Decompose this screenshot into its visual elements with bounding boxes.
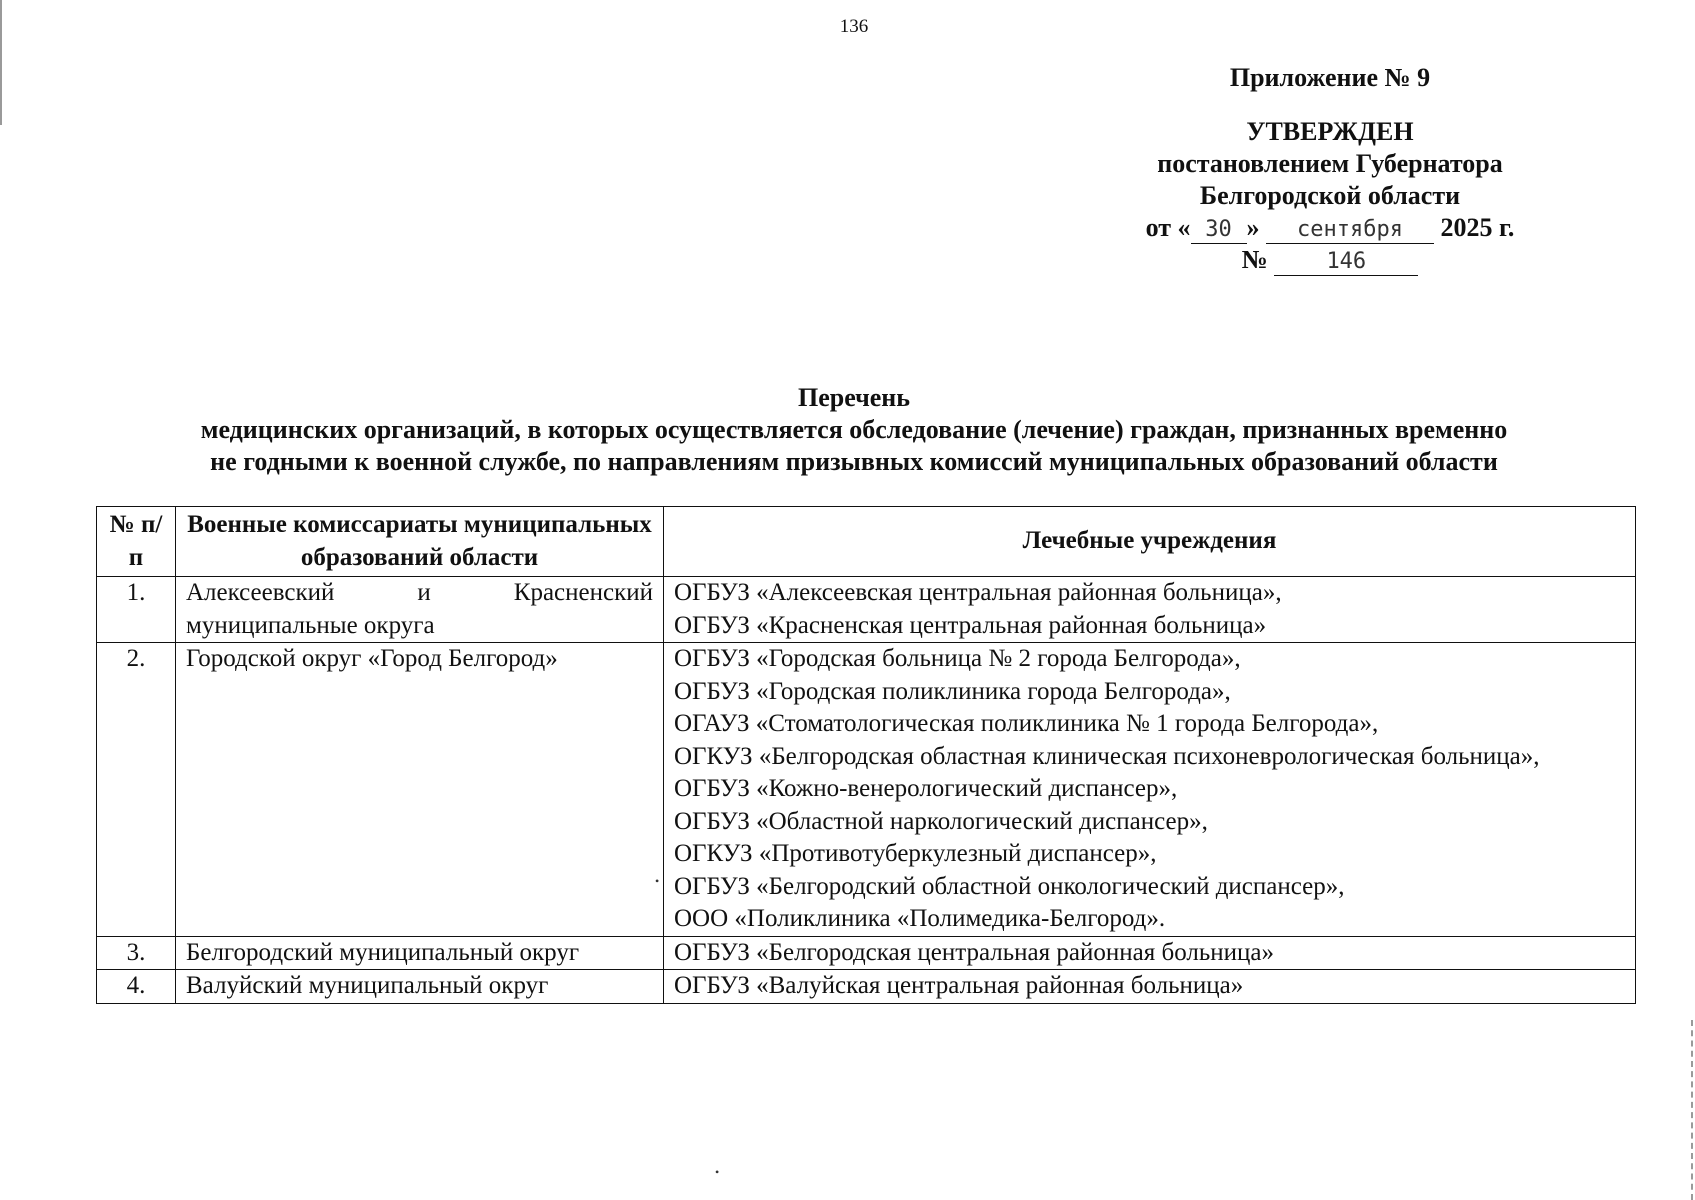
institutions-cell [664,936,1636,970]
header-number: № п/п [97,507,176,577]
institution-item: ОГБУЗ «Кожно-венерологический диспансер», [674,775,1178,802]
title-line-1: Перечень [797,383,911,412]
institution-item: ООО «Поликлиника «Полимедика-Белгород». [674,905,1166,932]
institution-item: ОГБУЗ «Городская поликлиника города Белгорода», [674,677,1231,705]
approval-block [1110,62,1550,276]
approved-by-line: постановлением Губернатора [1157,149,1503,178]
date-year: 2025 г. [1440,213,1515,242]
institutions-cell [664,970,1636,1004]
table-row [97,970,1636,1004]
institutions-cell [664,643,1636,937]
institution-item: ОГБУЗ «Областной наркологический диспансер», [674,807,1208,835]
appendix-label: Приложение № 9 [1229,63,1431,92]
institution-item: ОГБУЗ «Красненская центральная районная больница» [674,611,1267,639]
date-month-field: сентября [1266,217,1434,244]
number-prefix: № [1241,245,1268,274]
approved-label: УТВЕРЖДЕН [1246,117,1414,146]
institutions-cell [664,577,1636,643]
scan-speck: • [715,1165,720,1179]
approved-region-line: Белгородской области [1199,181,1461,210]
date-mid: » [1246,213,1260,242]
organizations-table [96,506,1636,1004]
document-title [0,382,1695,478]
row-number: 3. [97,936,176,970]
date-prefix: от « [1145,213,1191,242]
military-office-cell: Валуйский муниципальный округ [176,970,664,1004]
institution-item: ОГБУЗ «Городская больница № 2 города Белгорода», [674,645,1241,672]
date-day-field: 30 [1191,217,1247,244]
institution-item: ОГКУЗ «Белгородская областная клиническая психоневрологическая больница», [674,742,1540,770]
military-office-cell: Городской округ «Город Белгород» [176,643,664,937]
table-row [97,643,1636,937]
header-military-office: Военные комиссариаты муниципальных образований области [176,507,664,577]
page-number: 136 [839,16,869,37]
row-number: 2. [97,643,176,937]
row-number: 1. [97,577,176,643]
title-line-3: не годными к военной службе, по направлениям призывных комиссий муниципальных образований области [210,447,1498,476]
approval-number-line [1110,244,1550,276]
table-row [97,577,1636,643]
institution-item: ОГБУЗ «Алексеевская центральная районная больница», [674,579,1282,606]
institution-item: ОГБУЗ «Белгородский областной онкологический диспансер», [674,872,1345,900]
scan-right-edge [1691,1020,1695,1200]
institution-item: ОГКУЗ «Противотуберкулезный диспансер», [674,840,1157,867]
header-institutions: Лечебные учреждения [664,507,1636,577]
table-row [97,936,1636,970]
table-body [97,577,1636,1004]
row-number: 4. [97,970,176,1004]
table-header-row [97,507,1636,577]
approval-date-line [1110,212,1550,244]
title-line-2: медицинских организаций, в которых осуществляется обследование (лечение) граждан, признанных временно [200,415,1508,444]
scan-speck: • [655,874,660,888]
number-field: 146 [1274,249,1418,276]
institution-item: ОГАУЗ «Стоматологическая поликлиника № 1 города Белгорода», [674,710,1379,737]
military-office-cell: Белгородский муниципальный округ [176,936,664,970]
institution-item: ОГБУЗ «Валуйская центральная районная больница» [674,972,1244,999]
military-office-cell: Алексеевский и Красненский муниципальные округа [176,577,664,643]
institution-item: ОГБУЗ «Белгородская центральная районная больница» [674,938,1274,966]
